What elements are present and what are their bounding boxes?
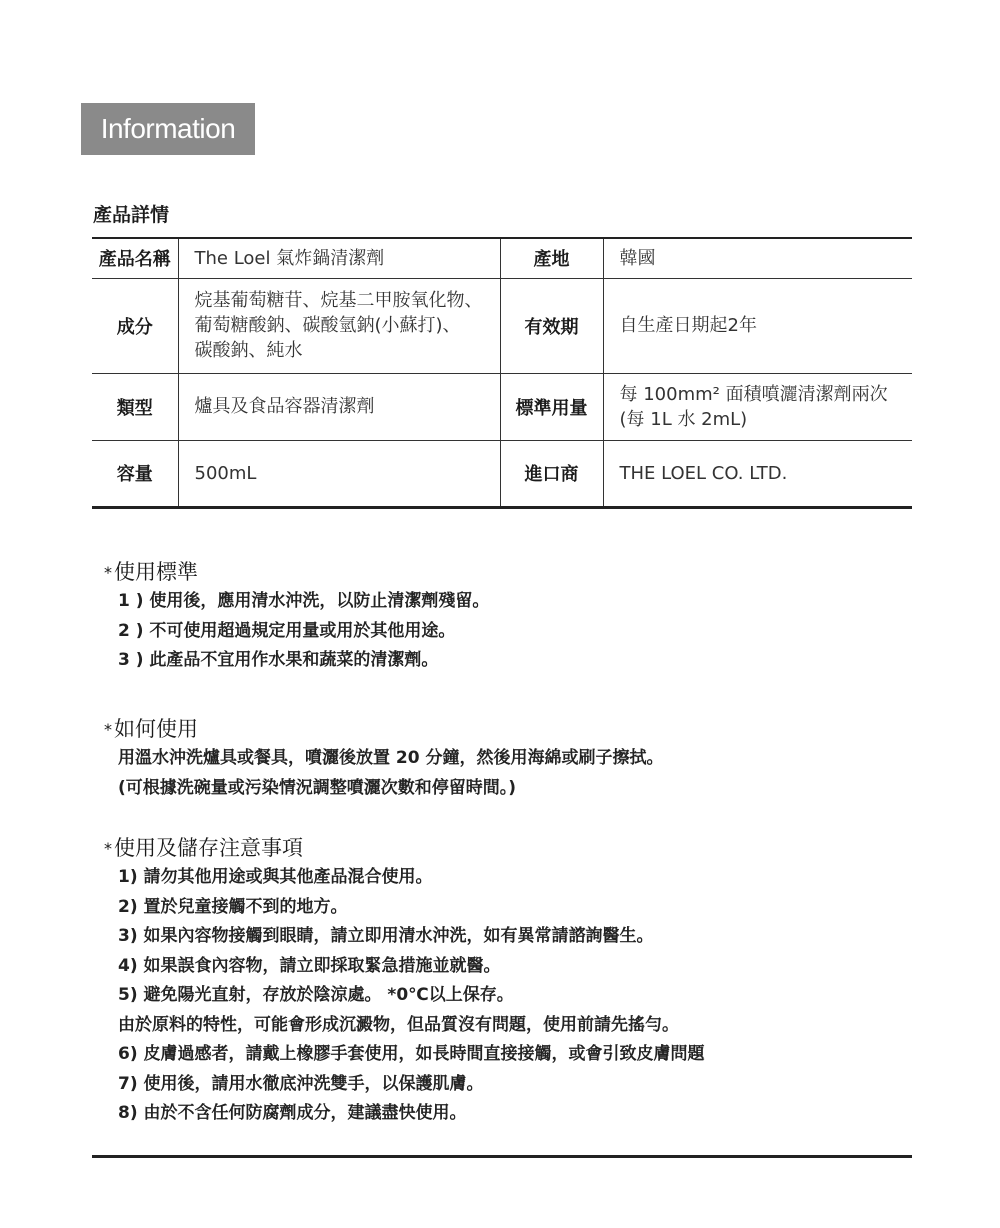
spec-value-line: The Loel 氣炸鍋清潔劑 [194, 247, 385, 269]
spec-label: 產地 [500, 238, 603, 278]
how-to-use-section [104, 715, 924, 803]
section-title-product-details: 產品詳情 [93, 204, 170, 226]
list-item: 由於原料的特性，可能會形成沉澱物，但品質沒有問題，使用前請先搖勻。 [118, 1014, 679, 1035]
spec-value-line: 爐具及食品容器清潔劑 [194, 396, 375, 417]
list-item: 1 ) 使用後，應用清水沖洗，以防止清潔劑殘留。 [118, 591, 490, 611]
spec-value [178, 373, 500, 440]
table-row [92, 373, 912, 440]
list-item: 2 ) 不可使用超過規定用量或用於其他用途。 [118, 620, 456, 641]
spec-value [178, 238, 500, 278]
spec-value [603, 278, 912, 373]
usage-standard-heading: *使用標準 [104, 560, 198, 584]
spec-value-line: 韓國 [619, 247, 656, 269]
spec-label: 標準用量 [500, 373, 603, 440]
list-item: 3) 如果內容物接觸到眼睛，請立即用清水沖洗，如有異常請諮詢醫生。 [118, 926, 654, 946]
table-row [92, 440, 912, 507]
spec-value-line: 500mL [194, 462, 257, 484]
list-item: (可根據洗碗量或污染情況調整噴灑次數和停留時間。) [118, 777, 517, 798]
list-item: 2) 置於兒童接觸不到的地方。 [118, 896, 348, 917]
spec-value-line: 每 100mm² 面積噴灑清潔劑兩次 [619, 383, 888, 405]
list-item: 3 ) 此產品不宜用作水果和蔬菜的清潔劑。 [118, 650, 439, 670]
table-row [92, 238, 912, 278]
list-item: 7) 使用後，請用水徹底沖洗雙手，以保護肌膚。 [118, 1073, 484, 1094]
spec-value-line: 自生產日期起2年 [619, 315, 757, 336]
spec-label: 產品名稱 [92, 238, 178, 278]
list-item: 5) 避免陽光直射，存放於陰涼處。 *0℃以上保存。 [118, 985, 514, 1005]
storage-notes-section [104, 834, 924, 1129]
star-icon: * [104, 720, 112, 739]
bottom-divider [92, 1155, 912, 1158]
list-item: 1) 請勿其他用途或與其他產品混合使用。 [118, 867, 433, 887]
star-icon: * [104, 839, 112, 858]
spec-value [178, 440, 500, 507]
spec-value-line: 碳酸鈉、純水 [194, 340, 303, 361]
how-to-use-heading: *如何使用 [104, 717, 198, 741]
spec-label: 成分 [92, 278, 178, 373]
spec-value [178, 278, 500, 373]
list-item: 6) 皮膚過感者，請戴上橡膠手套使用，如長時間直接接觸，或會引致皮膚問題 [118, 1044, 705, 1064]
table-row [92, 278, 912, 373]
spec-value [603, 238, 912, 278]
list-item: 用溫水沖洗爐具或餐具，噴灑後放置 20 分鐘，然後用海綿或刷子擦拭。 [118, 748, 664, 768]
spec-label: 類型 [92, 373, 178, 440]
list-item: 4) 如果誤食內容物，請立即採取緊急措施並就醫。 [118, 955, 501, 976]
spec-value-line: THE LOEL CO. LTD. [619, 462, 788, 484]
spec-value-line: 葡萄糖酸鈉、碳酸氫鈉(小蘇打)、 [194, 315, 461, 336]
spec-value [603, 373, 912, 440]
spec-value-line: (每 1L 水 2mL) [619, 408, 748, 430]
product-spec-table [92, 237, 912, 509]
spec-label: 進口商 [500, 440, 603, 507]
spec-label: 容量 [92, 440, 178, 507]
star-icon: * [104, 563, 112, 582]
spec-value [603, 440, 912, 507]
spec-value-line: 烷基葡萄糖苷、烷基二甲胺氧化物、 [194, 290, 483, 311]
usage-standard-section [104, 558, 924, 676]
spec-label: 有效期 [500, 278, 603, 373]
information-badge: Information [81, 103, 255, 155]
storage-notes-heading: *使用及儲存注意事項 [104, 836, 303, 860]
list-item: 8) 由於不含任何防腐劑成分，建議盡快使用。 [118, 1103, 467, 1123]
